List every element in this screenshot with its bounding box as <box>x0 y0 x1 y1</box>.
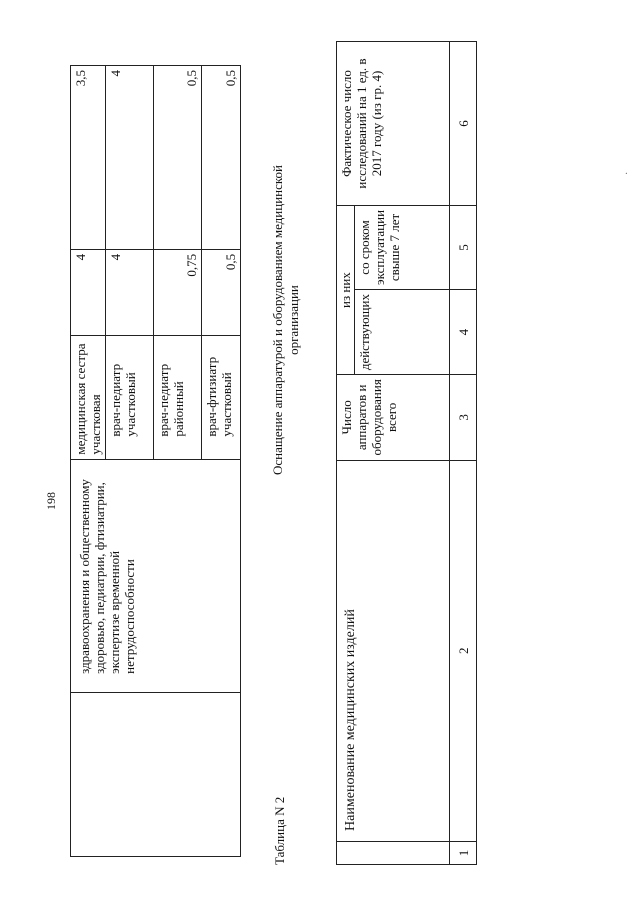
header-row <box>337 42 355 865</box>
value-cell: 0,5 <box>202 249 241 335</box>
header-cell-group: из них <box>337 205 355 374</box>
header-cell-actual: Фактическое число исследований на 1 ед. в 2017 году (из гр. 4) <box>337 42 450 206</box>
number-cell: 6 <box>450 42 477 206</box>
staff-table <box>70 65 241 857</box>
table-title <box>270 95 302 545</box>
position-cell: медицинская сестра участковая <box>71 335 106 459</box>
value-cell: 4 <box>106 249 154 335</box>
value-cell: 0,5 <box>202 66 241 250</box>
header-cell-name: Наименование медицинских изделий <box>337 460 450 841</box>
empty-cell <box>71 692 241 856</box>
value-cell: 0,5 <box>154 66 202 250</box>
value-cell: 3,5 <box>71 66 106 250</box>
number-cell: 4 <box>450 290 477 375</box>
table-row <box>71 66 106 857</box>
number-cell: 1 <box>450 841 477 864</box>
number-cell: 2 <box>450 460 477 841</box>
header-cell-old: со сроком эксплуатации свыше 7 лет <box>355 205 450 289</box>
header-cell-1 <box>337 841 450 864</box>
department-cell: здравоохранения и общественному здоровью, педиатрии, фтизиатрии, экспертизе временной нетрудоспособности <box>71 459 241 692</box>
position-cell: врач-педиатр районный <box>154 335 202 459</box>
side-mark: · <box>622 171 633 175</box>
page-number: 198 <box>44 492 58 510</box>
number-cell: 3 <box>450 375 477 460</box>
position-cell: врач-фтизиатр участковый <box>202 335 241 459</box>
value-cell: 0,75 <box>154 249 202 335</box>
number-row <box>450 42 477 865</box>
title-line-2: организации <box>286 285 301 355</box>
value-cell: 4 <box>71 249 106 335</box>
number-cell: 5 <box>450 205 477 289</box>
table-caption: Таблица N 2 <box>272 796 287 865</box>
equipment-table <box>336 41 477 865</box>
position-cell: врач-педиатр участковый <box>106 335 154 459</box>
value-cell: 4 <box>106 66 154 250</box>
title-line-1: Оснащение аппаратурой и оборудованием медицинской <box>270 164 285 476</box>
header-cell-active: действующих <box>355 290 450 375</box>
header-cell-total: Число аппаратов и оборудования всего <box>337 375 450 460</box>
